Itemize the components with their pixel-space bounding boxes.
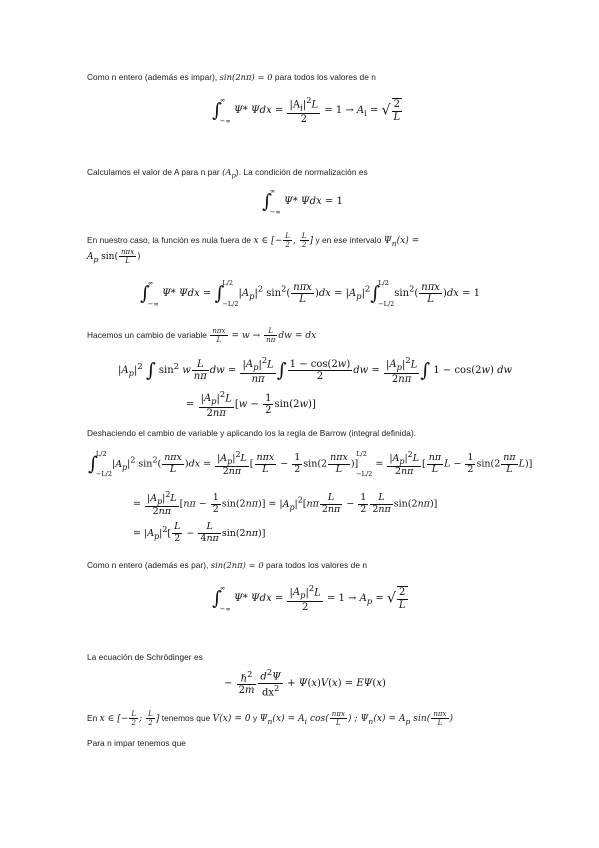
- paragraph-function-domain: En nuestro caso, la función es nula fuera de x ∈ [− $\frac{L}{2}$ , $\frac{L}{2}$ ] y en ese intervalo $\Psi_n(x)$ =: [87, 232, 420, 250]
- equation-definite-integral: ∫ L/2 −L/2 $|A_p|^2$ $\sin^2$( $\frac{\text{nπx}}{L}$ )dx = $\frac{|A_p|^2L}{2n\pi}$ [ $\frac{\text{nπx}}{L}$ − $\frac{1}{2}$ sin(2 $\frac{\text{nπx}}{L}$ )] L/2 −L/2 = $\frac{|A_p|^2L}{2n\pi}$ [ $\frac{n\pi}{L}$ L − $\frac{1}{2}$ sin(2 $\frac{n\pi}{L}$ L)]: [88, 449, 533, 479]
- equation-definite-integral-step3: = $|A_p|^2$[ $\frac{L}{2}$ − $\frac{L}{4n\pi}$ sin(2nπ)]: [133, 521, 266, 544]
- text: Como n entero (además es par),: [87, 560, 209, 570]
- text: Deshaciendo el cambio de variable y aplicando los la regla de Barrow (integral definida).: [87, 428, 417, 438]
- text: Calculamos el valor de A para n par: [87, 167, 220, 177]
- math-inline: sin(2nπ) = 0: [219, 72, 273, 82]
- text: tenemos que: [161, 713, 211, 724]
- paragraph-schrodinger: [87, 652, 203, 662]
- math-inline: ($A_p$: [222, 167, 236, 180]
- equation-substitution-result: = $\frac{|A_p|^2L}{2n\pi}$ [w − $\frac{1}{2}$ sin(2w)]: [186, 389, 316, 419]
- text: En nuestro caso, la función es nula fuera de: [87, 235, 252, 246]
- text: ). La condición de normalización es: [235, 167, 368, 177]
- text: y en ese intervalo: [315, 235, 382, 246]
- text: y: [253, 713, 258, 724]
- text: Hacemos un cambio de variable: [87, 330, 207, 341]
- equation-substitution: $|A_p|^2$ ∫ $\sin^2 w$ $\frac{L}{n\pi}$ dw = $\frac{|A_p|^2L}{n\pi}$ ∫ $\frac{1 - \cos(2w)}{2}$ dw = $\frac{|A_p|^2L}{2n\pi}$ ∫ 1 − cos(2w) dw: [118, 355, 513, 385]
- text: En: [87, 713, 98, 724]
- text: Para n impar tenemos que: [87, 738, 186, 748]
- equation-normalization-condition: ∫ ∞ −∞ Ψ* Ψdx = 1: [262, 187, 343, 216]
- paragraph-change-variable: Hacemos un cambio de variable $\frac{\text{nπx}}{L}$ = w → $\frac{L}{n\pi}$ dw = dx: [87, 327, 317, 345]
- paragraph-interval-solutions: En x ∈ [− $\frac{L}{2}$ ; $\frac{L}{2}$ ] tenemos que V(x) = 0 y $\Psi_n(x) = A_i$ cos( $\frac{\text{nπx}}{L}$ ) ; $\Psi_n(x) = A_p$ sin( $\frac{\text{nπx}}{L}$ ): [87, 710, 454, 728]
- text: para todos los valores de n: [274, 72, 376, 82]
- text: Como n entero (además es impar),: [87, 72, 218, 82]
- paragraph-barrow: [87, 428, 416, 438]
- equation-schrodinger: − $\frac{\hbar^2}{2m}$ $\frac{d^2\Psi}{dx^2}$ + Ψ(x)V(x) = EΨ(x): [224, 667, 386, 699]
- equation-definite-integral-step2: = $\frac{|A_p|^2L}{2n\pi}$ [nπ − $\frac{1}{2}$ $\sin(2n\pi)] = |A_p|^2[n\pi$ $\frac{L}{2n\pi}$ − $\frac{1}{2}$ $\frac{L}{2n\pi}$ sin(2nπ)]: [133, 490, 438, 518]
- equation-normalization-even-result: ∫ ∞ −∞ Ψ* Ψdx = $\frac{|A_p|^2L}{2}$ = $1 \to A_p$ = √ $\frac{2}{L}$: [212, 583, 406, 613]
- text: La ecuación de Schrödinger es: [87, 652, 203, 662]
- math-inline: sin(2nπ) = 0: [210, 560, 264, 570]
- paragraph-even-n: [87, 167, 368, 180]
- equation-normalization-odd: ∫ ∞ −∞ Ψ* Ψdx = $\frac{|A_i|^2L}{2}$ = $1 \to A_i$ = √ $\frac{2}{L}$: [212, 95, 401, 125]
- paragraph-odd-n-intro: [87, 738, 186, 748]
- paragraph-odd-n: [87, 72, 376, 82]
- paragraph-even-n-conclusion: [87, 560, 367, 570]
- equation-wavefunction-even: $A_p$ sin( $\frac{\text{nπx}}{L}$ ): [87, 248, 141, 266]
- equation-normalization-even: ∫ ∞ −∞ Ψ* Ψdx = ∫ L/2 −L/2 $|A_p|^2$ $\sin^2$( $\frac{\text{nπx}}{L}$ )$dx = |A_p|^2\int$ L/2 −L/2 $\sin^2$( $\frac{\text{nπx}}{L}$ )dx = 1: [140, 279, 480, 308]
- text: para todos los valores de n: [266, 560, 368, 570]
